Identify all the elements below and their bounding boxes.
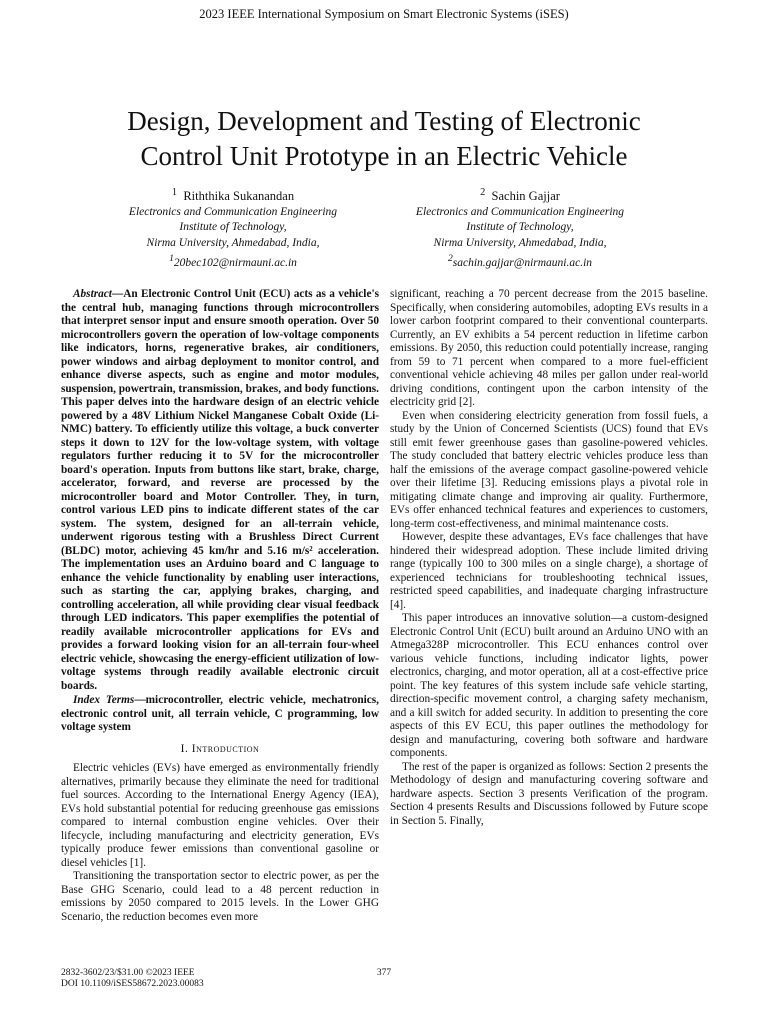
paragraph: Even when considering electricity generation from fossil fuels, a study by the Union of Concerned Scientists (UCS) found that EVs still emit fewer greenhouse gases than gasoline-powered vehicles. The study concluded that battery electric vehicles produce less than half the emissions of the average compact gasoline-powered vehicle over their lifetime [3]. Reducing emissions plays a pivotal role in mitigating climate change and improving air quality. Furthermore, EVs offer enhanced technical features and experiences to customers, long-term cost-effectiveness, and minimal maintenance costs. <box>390 409 708 530</box>
page-number: 377 <box>376 968 392 978</box>
author-university: Nirma University, Ahmedabad, India, <box>433 236 607 249</box>
author-name <box>370 185 670 205</box>
abstract <box>61 288 379 693</box>
section-heading-introduction <box>61 743 379 757</box>
author-institute: Institute of Technology, <box>179 221 287 234</box>
author-name-text: Sachin Gajjar <box>491 189 560 204</box>
email-marker: 1 <box>169 253 174 265</box>
section-title: Introduction <box>191 742 260 755</box>
title-line-1: Design, Development and Testing of Electronic <box>127 106 641 136</box>
left-column <box>61 288 379 924</box>
footer-publication-info <box>61 968 204 990</box>
index-terms-text: —microcontroller, electric vehicle, mechatronics, electronic control unit, all terrain vehicle, C programming, low voltage system <box>61 694 379 733</box>
author-name <box>83 185 383 205</box>
paragraph: Transitioning the transportation sector to electric power, as per the Base GHG Scenario, could lead to a 48 percent reduction in emissions by 2050 compared to 2015 levels. In the Lower GHG Scenario, the reduction becomes even more <box>61 870 379 923</box>
right-column <box>390 288 708 828</box>
index-terms <box>61 694 379 735</box>
footer-issn: 2832-3602/23/$31.00 ©2023 IEEE <box>61 968 195 978</box>
index-terms-lead: Index Terms <box>73 694 135 706</box>
author-email[interactable] <box>83 251 383 271</box>
abstract-lead: Abstract <box>73 288 112 300</box>
paragraph: significant, reaching a 70 percent decrease from the 2015 baseline. Specifically, when considering automobiles, adopting EVs results in a lower carbon footprint compared to their conventional counterparts. Currently, an EV exhibits a 54 percent reduction in lifetime carbon emissions. By 2050, this reduction could potentially increase, ranging from 59 to 71 percent when compared to a more fuel-efficient conventional vehicle achieving 48 miles per gallon under real-world driving conditions, contingent upon the carbon intensity of the electricity grid [2]. <box>390 288 708 408</box>
author-marker: 1 <box>171 187 178 198</box>
footer-doi: DOI 10.1109/iSES58672.2023.00083 <box>61 979 204 989</box>
author-university: Nirma University, Ahmedabad, India, <box>146 236 320 249</box>
conference-header: 2023 IEEE International Symposium on Smart Electronic Systems (iSES) <box>199 7 569 21</box>
paragraph: Electric vehicles (EVs) have emerged as environmentally friendly alternatives, primarily because they eliminate the need for traditional fuel sources. According to the International Energy Agency (IEA), EVs hold substantial potential for reducing greenhouse gas emissions compared to internal combustion engine vehicles. Over their lifecycle, including manufacturing and electricity generation, EVs typically produce fewer emissions than conventional gasoline or diesel vehicles [1]. <box>61 762 379 869</box>
author-name-text: Riththika Sukanandan <box>183 189 295 204</box>
paragraph: This paper introduces an innovative solution—a custom-designed Electronic Control Unit (ECU) built around an Arduino UNO with an Atmega328P microcontroller. This ECU enhances control over various vehicle functions, including indicator lights, power electronics, charging, and motor operation, all at a cost-effective price point. The key features of this system include safe vehicle starting, direction-specific movement control, a charging safety mechanism, and a kill switch for added security. In addition to presenting the core aspects of this EV ECU, this paper outlines the methodology for design and manufacturing, covering both software and hardware components. <box>390 612 708 759</box>
email-text: 20bec102@nirmauni.ac.in <box>173 256 297 269</box>
author-department: Electronics and Communication Engineering <box>415 205 625 218</box>
paper-title <box>0 104 768 174</box>
paragraph: However, despite these advantages, EVs face challenges that have hindered their widespread adoption. These include limited driving range (typically 100 to 300 miles on a single charge), a shortage of experienced technicians for troubleshooting technical issues, restricted speed capabilities, and inadequate charging infrastructure [4]. <box>390 531 708 611</box>
paragraph: The rest of the paper is organized as follows: Section 2 presents the Methodology of design and manufacturing covering software and hardware aspects. Section 3 presents Verification of the program. Section 4 presents Results and Discussions followed by Future scope in Section 5. Finally, <box>390 760 708 827</box>
section-number: I. <box>180 742 192 755</box>
abstract-text: —An Electronic Control Unit (ECU) acts as a vehicle's the central hub, managing functions through microcontrollers that interpret sensor input and ensure smooth operation. Over 50 microcontrollers govern the operation of low-voltage components like indicators, horns, regenerative brakes, air conditioners, power windows and airbag deployment to monitor control, and enhance diverse aspects, such as engine and motor modules, suspension, powertrain, transmission, brakes, and body functions. This paper delves into the hardware design of an electric vehicle powered by a 48V Lithium Nickel Manganese Cobalt Oxide (Li-NMC) battery. To efficiently utilize this voltage, a buck converter steps it down to 12V for the low-voltage system, with voltage regulators further reducing it to 5V for the microcontroller board's operation. Inputs from buttons like start, brake, charge, accelerator, forward, and reverse are processed by the microcontroller board and Motor Controller. They, in turn, control various LED pins to indicate different states of the car system. The system, designed for an all-terrain vehicle, underwent rigorous testing with a Brushless Direct Current (BLDC) motor, achieving 45 km/hr and 5.16 m/s² acceleration. The implementation uses an Arduino board and C language to enhance the vehicle functionality by enabling user interactions, such as starting the car, applying brakes, charging, and controlling acceleration, all while providing clear visual feedback through LED indicators. This paper exemplifies the potential of readily available microcontroller applications for EVs and provides a forward looking vision for an all-terrain four-wheel electric vehicle, showcasing the energy-efficient utilization of low-voltage systems through readily available electronic circuit boards. <box>61 288 379 692</box>
author-email[interactable] <box>370 251 670 271</box>
author-marker: 2 <box>480 187 486 198</box>
author-block-1 <box>83 185 383 271</box>
author-department: Electronics and Communication Engineering <box>128 205 338 218</box>
email-marker: 2 <box>447 253 453 265</box>
email-text: sachin.gajjar@nirmauni.ac.in <box>452 256 593 269</box>
title-line-2: Control Unit Prototype in an Electric Vehicle <box>140 141 628 171</box>
author-block-2 <box>370 185 670 271</box>
author-institute: Institute of Technology, <box>466 221 574 234</box>
